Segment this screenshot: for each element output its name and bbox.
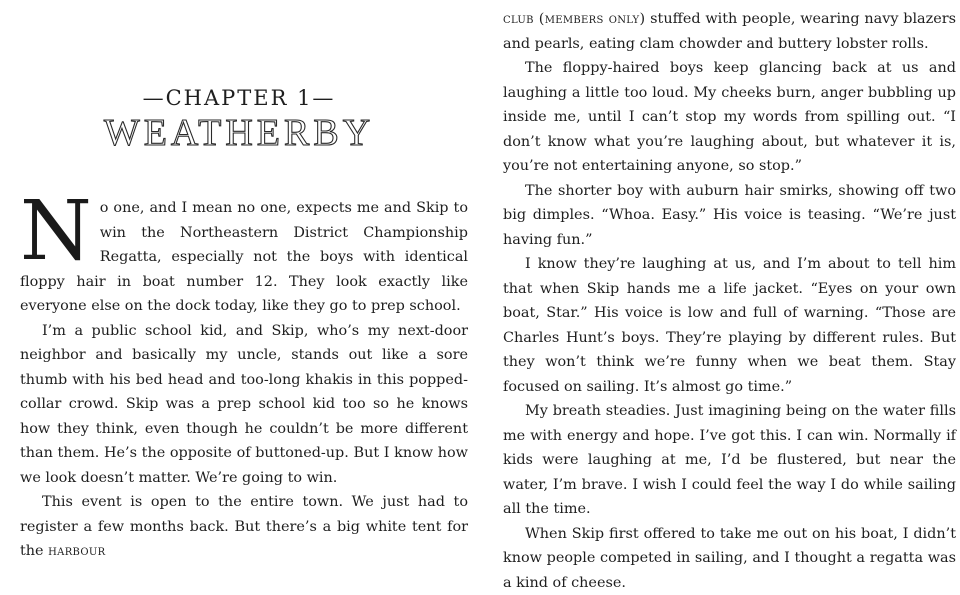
paragraph-continued-text: stuffed with people, wearing navy blazers and pearls, eating clam chowder and buttery lobster rolls. bbox=[503, 11, 956, 52]
club-small-caps: club (members only) bbox=[503, 11, 645, 27]
paragraph-3 bbox=[20, 490, 468, 564]
paragraph-2: I’m a public school kid, and Skip, who’s my next-door neighbor and basically my uncle, stands out like a sore thumb with his bed head and too-long khakis in this popped-collar crowd. Skip was a prep school kid too so he knows how they think, even though he couldn’t be more different than them. He’s the opposite of buttoned-up. But I know how we look doesn’t matter. We’re going to win. bbox=[20, 319, 468, 491]
harbour-small-caps: harbour bbox=[48, 543, 105, 559]
right-page bbox=[480, 0, 960, 520]
paragraph-3-text: This event is open to the entire town. We just had to register a few months back. But there’s a big white tent for the bbox=[20, 494, 468, 559]
left-page-text bbox=[20, 196, 468, 564]
paragraph-continued bbox=[503, 7, 956, 56]
chapter-title: WEATHERBY bbox=[10, 112, 468, 154]
right-page-text bbox=[503, 7, 956, 595]
paragraph-8: When Skip first offered to take me out on his boat, I didn’t know people competed in sailing, and I thought a regatta was a kind of cheese. bbox=[503, 522, 956, 595]
chapter-heading bbox=[10, 84, 468, 154]
paragraph-4: The floppy-haired boys keep glancing back at us and laughing a little too loud. My cheeks burn, anger bubbling up inside me, until I can’t stop my words from spilling out. “I don’t know what you’re laughing about, but whatever it is, you’re not entertaining anyone, so stop.” bbox=[503, 56, 956, 179]
paragraph-1-text: o one, and I mean no one, expects me and Skip to win the Northeastern District Championship Regatta, especially not the boys with identical floppy hair in boat number 12. They look exactly like everyone else on the dock today, like they go to prep school. bbox=[20, 200, 468, 314]
drop-cap: N bbox=[20, 202, 92, 264]
paragraph-1 bbox=[20, 196, 468, 319]
paragraph-5: The shorter boy with auburn hair smirks, showing off two big dimples. “Whoa. Easy.” His voice is teasing. “We’re just having fun.” bbox=[503, 179, 956, 253]
left-page bbox=[0, 0, 480, 520]
chapter-label: —CHAPTER 1— bbox=[10, 84, 468, 112]
paragraph-6: I know they’re laughing at us, and I’m about to tell him that when Skip hands me a life jacket. “Eyes on your own boat, Star.” His voice is low and full of warning. “Those are Charles Hunt’s boys. They’re playing by different rules. But they won’t think we’re funny when we beat them. Stay focused on sailing. It’s almost go time.” bbox=[503, 252, 956, 399]
paragraph-7: My breath steadies. Just imagining being on the water fills me with energy and hope. I’ve got this. I can win. Normally if kids were laughing at me, I’d be flustered, but near the water, I’m brave. I wish I could feel the way I do while sailing all the time. bbox=[503, 399, 956, 522]
